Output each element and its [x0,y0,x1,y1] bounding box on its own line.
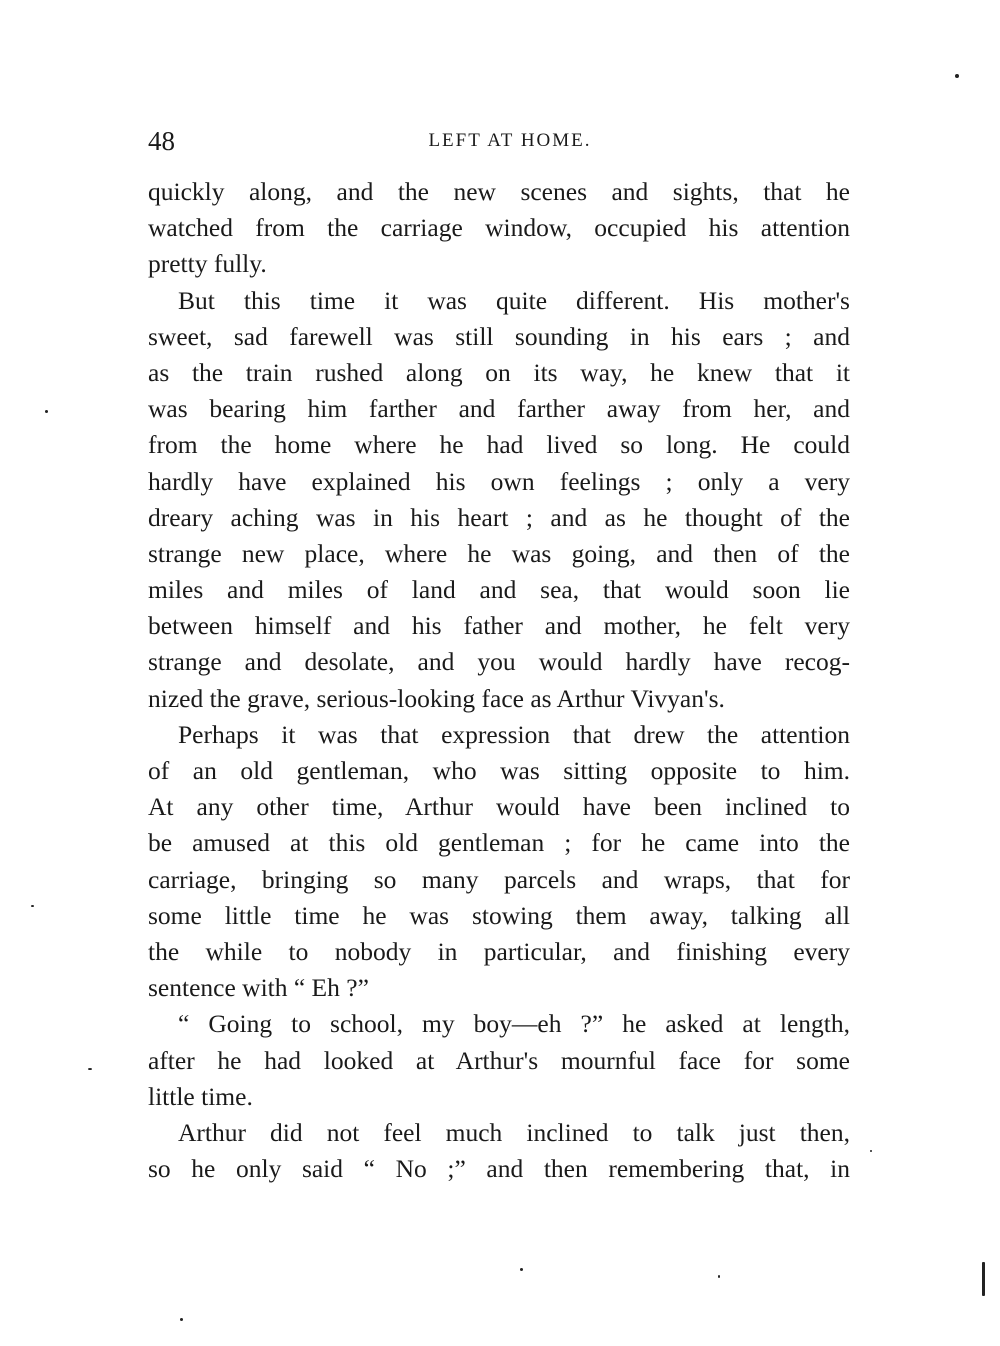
text-line: as the train rushed along on its way, he knew that it [148,357,850,387]
text-line: be amused at this old gentleman ; for he came into the [148,828,850,858]
text-line: carriage, bringing so many parcels and wraps, that for [148,864,850,894]
scan-speck [870,1150,872,1152]
text-line: the while to nobody in particular, and finishing every [148,936,850,966]
paragraph-4 [148,1006,850,1115]
text-line: miles and miles of land and sea, that would soon lie [148,575,850,605]
text-line: from the home where he had lived so long. He could [148,430,850,460]
text-line: pretty fully. [148,249,267,279]
text-line: was bearing him farther and farther away from her, and [148,394,850,424]
body-text [148,174,850,1187]
text-line: “ Going to school, my boy—eh ?” he asked at length, [178,1009,850,1039]
text-line: dreary aching was in his heart ; and as he thought of the [148,502,850,532]
text-line: Perhaps it was that expression that drew the attention [178,719,850,749]
text-line: strange new place, where he was going, and then of the [148,538,850,568]
text-line: watched from the carriage window, occupied his attention [148,213,850,243]
text-line: hardly have explained his own feelings ; only a very [148,466,850,496]
scan-speck [31,905,34,907]
scan-speck [520,1268,523,1271]
text-line: nized the grave, serious-looking face as Arthur Vivyan's. [148,683,725,713]
text-line: sentence with “ Eh ?” [148,973,369,1003]
text-line: Arthur did not feel much inclined to talk just then, [178,1117,850,1147]
page-header [148,126,848,160]
page-number: 48 [148,126,175,156]
paragraph-3 [148,717,850,1007]
running-head: LEFT AT HOME. [428,130,592,151]
text-line: of an old gentleman, who was sitting opposite to him. [148,756,850,785]
text-line: little time. [148,1081,253,1111]
text-line: quickly along, and the new scenes and sights, that he [148,177,850,206]
text-line: some little time he was stowing them away, talking all [148,900,850,930]
scan-speck [718,1275,720,1278]
text-line: But this time it was quite different. His mother's [178,285,850,315]
text-line: At any other time, Arthur would have been inclined to [148,792,850,822]
text-line: strange and desolate, and you would hardly have recog- [148,647,850,677]
text-line: after he had looked at Arthur's mournful face for some [148,1045,850,1075]
scan-speck [88,1068,92,1070]
scan-speck [982,1262,985,1296]
scan-speck [45,410,48,413]
scan-speck [180,1318,183,1321]
paragraph-1 [148,174,850,283]
paragraph-5 [148,1115,850,1187]
text-line: so he only said “ No ;” and then remembering that, in [148,1154,850,1184]
scan-speck [955,74,959,78]
text-line: sweet, sad farewell was still sounding in his ears ; and [148,321,850,351]
text-line: between himself and his father and mother, he felt very [148,611,850,641]
paragraph-2 [148,283,850,717]
